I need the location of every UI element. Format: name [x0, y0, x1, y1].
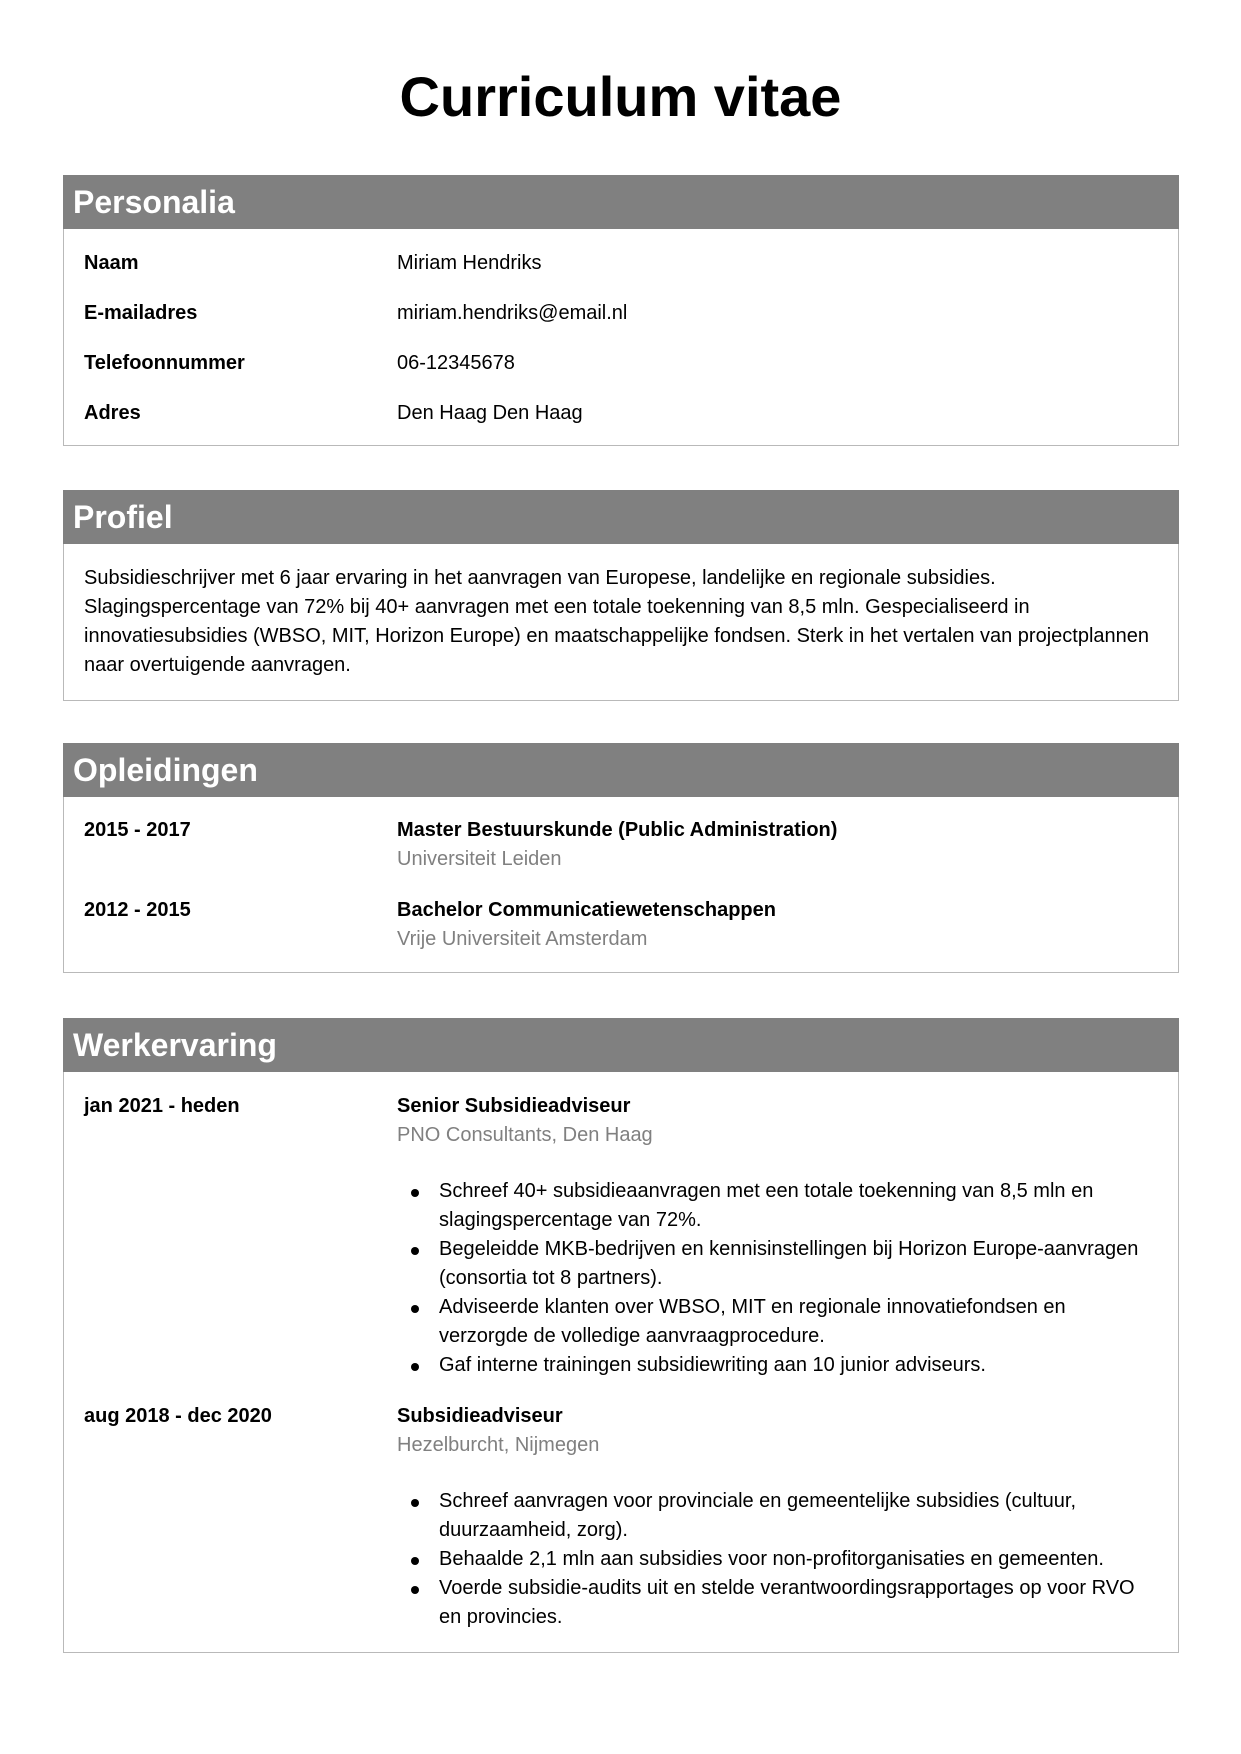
field-label: Naam	[84, 252, 139, 274]
bullet-text: Schreef aanvragen voor provinciale en gemeentelijke subsidies (cultuur, duurzaamheid, zorg).	[439, 1490, 1077, 1541]
education-institution: Vrije Universiteit Amsterdam	[397, 928, 648, 950]
profiel-section	[63, 490, 1179, 701]
field-label: Adres	[84, 402, 141, 424]
profile-text: Subsidieschrijver met 6 jaar ervaring in het aanvragen van Europese, landelijke en regionale subsidies. Slagingspercentage van 72% bij 40+ aanvragen met een totale toekenning van 8,5 mln. Gespecialiseerd in innovatiesubsidies (WBSO, MIT, Horizon Europe) en maatschappelijke fondsen. Sterk in het vertalen van projectplannen naar overtuigende aanvragen.	[84, 567, 1150, 676]
bullet-item	[397, 1545, 1158, 1574]
field-label: E-mailadres	[84, 302, 198, 324]
bullet-text: Adviseerde klanten over WBSO, MIT en regionale innovatiefondsen en verzorgde de volledige aanvraagprocedure.	[439, 1296, 1066, 1347]
education-title: Bachelor Communicatiewetenschappen	[397, 899, 776, 921]
field-value: Miriam Hendriks	[397, 252, 542, 274]
page-title: Curriculum vitae	[399, 65, 842, 128]
work-title: Subsidieadviseur	[397, 1405, 563, 1427]
personalia-row-name	[84, 249, 1158, 277]
work-employer: Hezelburcht, Nijmegen	[397, 1434, 600, 1456]
bullet-dot-icon	[411, 1305, 419, 1313]
personalia-heading: Personalia	[63, 175, 1179, 229]
werkervaring-heading: Werkervaring	[63, 1018, 1179, 1072]
bullet-text: Gaf interne trainingen subsidiewriting aan 10 junior adviseurs.	[439, 1354, 986, 1376]
bullet-text: Behaalde 2,1 mln aan subsidies voor non-profitorganisaties en gemeenten.	[439, 1548, 1104, 1570]
bullet-text: Voerde subsidie-audits uit en stelde verantwoordingsrapportages op voor RVO en provincies.	[439, 1577, 1135, 1628]
work-period: jan 2021 - heden	[84, 1095, 240, 1117]
opleidingen-section	[63, 743, 1179, 973]
education-entry	[84, 896, 1158, 954]
personalia-row-address	[84, 399, 1158, 427]
education-institution: Universiteit Leiden	[397, 848, 562, 870]
work-bullet-list	[397, 1177, 1158, 1380]
field-value: miriam.hendriks@email.nl	[397, 302, 628, 324]
education-title: Master Bestuurskunde (Public Administration)	[397, 819, 838, 841]
bullet-item	[397, 1487, 1158, 1545]
work-title: Senior Subsidieadviseur	[397, 1095, 631, 1117]
work-bullet-list	[397, 1487, 1158, 1632]
personalia-row-email	[84, 299, 1158, 327]
field-value: Den Haag Den Haag	[397, 402, 583, 424]
bullet-dot-icon	[411, 1557, 419, 1565]
bullet-item	[397, 1235, 1158, 1293]
bullet-dot-icon	[411, 1189, 419, 1197]
work-entry	[84, 1092, 1158, 1380]
work-employer: PNO Consultants, Den Haag	[397, 1124, 653, 1146]
bullet-item	[397, 1351, 1158, 1380]
education-entry	[84, 816, 1158, 874]
bullet-dot-icon	[411, 1247, 419, 1255]
werkervaring-section	[63, 1018, 1179, 1653]
education-period: 2012 - 2015	[84, 899, 191, 921]
personalia-section	[63, 175, 1179, 446]
profiel-heading: Profiel	[63, 490, 1179, 544]
field-label: Telefoonnummer	[84, 352, 245, 374]
bullet-item	[397, 1293, 1158, 1351]
bullet-item	[397, 1177, 1158, 1235]
bullet-dot-icon	[411, 1363, 419, 1371]
opleidingen-heading: Opleidingen	[63, 743, 1179, 797]
education-period: 2015 - 2017	[84, 819, 191, 841]
work-period: aug 2018 - dec 2020	[84, 1405, 272, 1427]
bullet-item	[397, 1574, 1158, 1632]
bullet-dot-icon	[411, 1586, 419, 1594]
bullet-text: Begeleidde MKB-bedrijven en kennisinstellingen bij Horizon Europe-aanvragen (consortia tot 8 partners).	[439, 1238, 1139, 1289]
personalia-row-phone	[84, 349, 1158, 377]
field-value: 06-12345678	[397, 352, 515, 374]
work-entry	[84, 1402, 1158, 1632]
bullet-dot-icon	[411, 1499, 419, 1507]
bullet-text: Schreef 40+ subsidieaanvragen met een totale toekenning van 8,5 mln en slagingspercentage van 72%.	[439, 1180, 1094, 1231]
